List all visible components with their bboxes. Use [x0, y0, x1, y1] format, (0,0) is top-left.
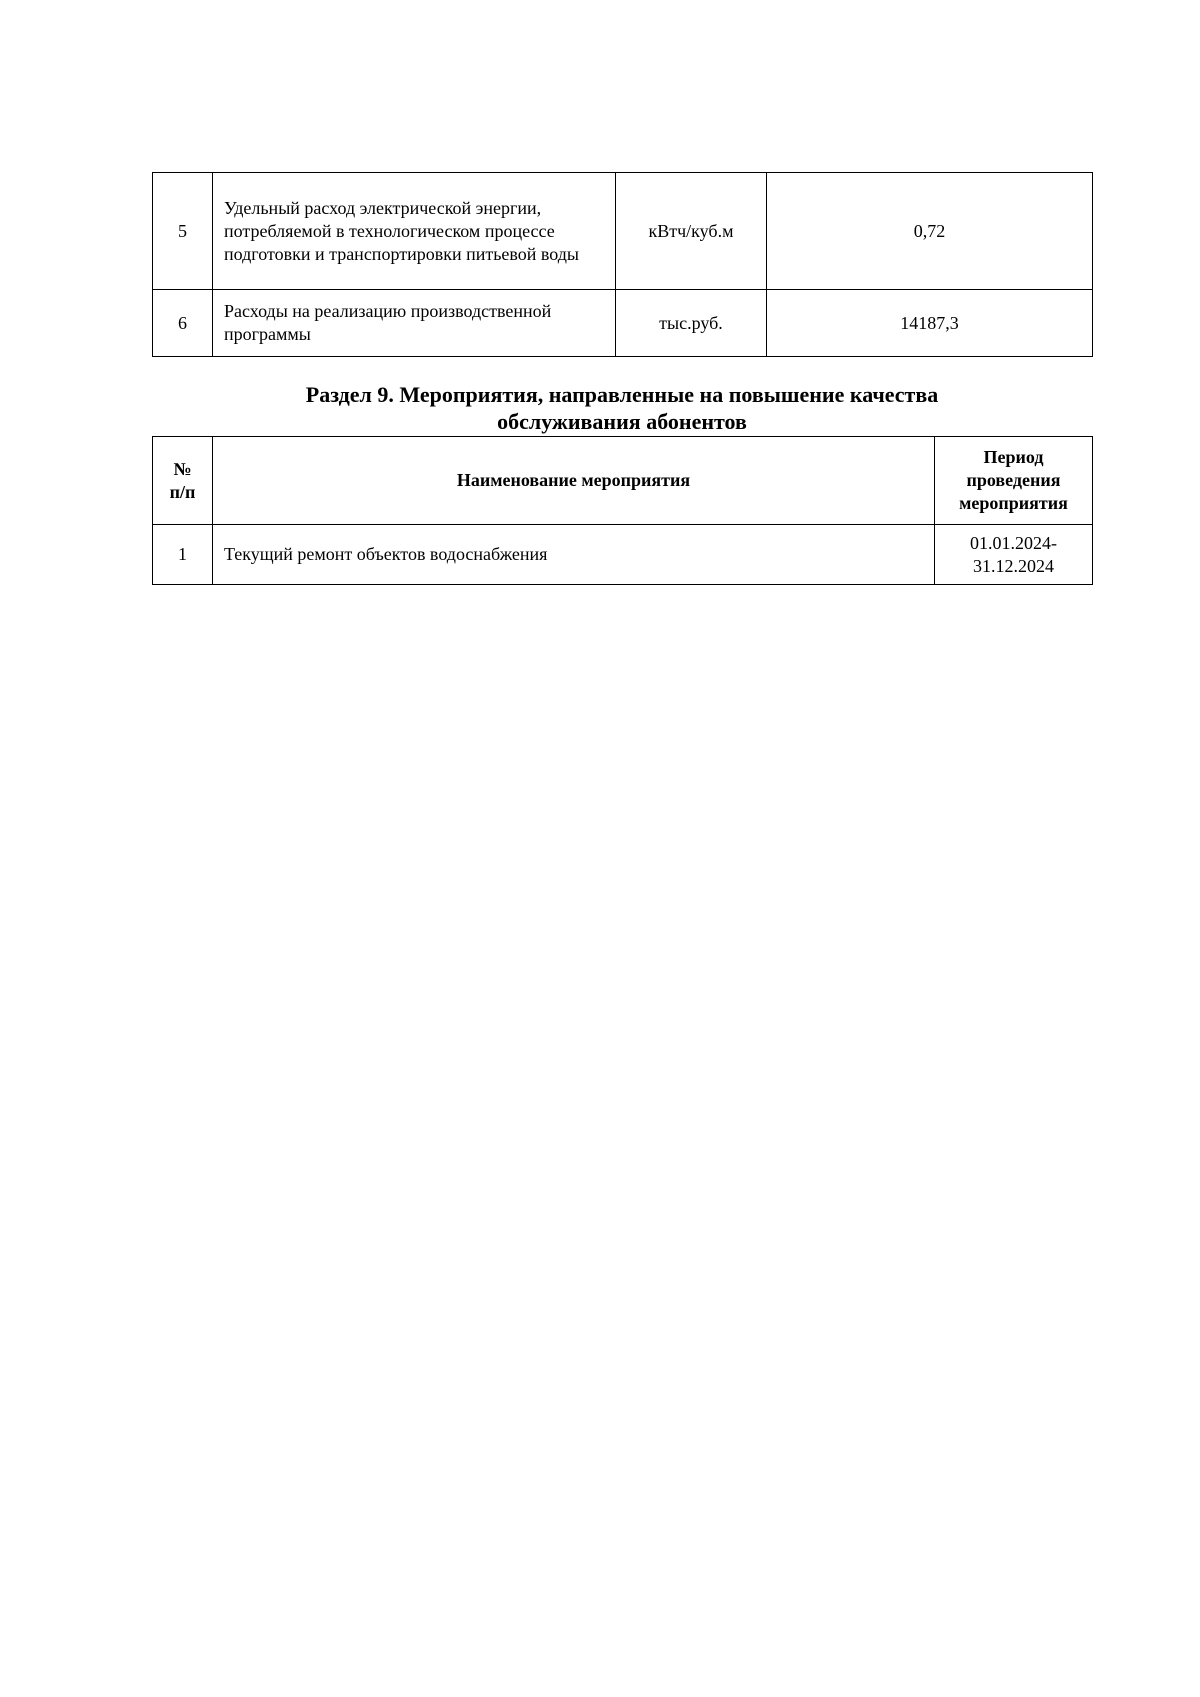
header-period [935, 437, 1093, 525]
header-number-line-2: п/п [169, 481, 196, 502]
event-period-start: 01.01.2024- [970, 532, 1057, 553]
table-row [153, 290, 1093, 357]
event-period [935, 525, 1093, 585]
indicators-table [152, 172, 1093, 357]
header-number-line-1: № [173, 458, 192, 479]
indicator-unit: кВтч/куб.м [616, 173, 767, 290]
events-table [152, 436, 1093, 585]
indicator-unit: тыс.руб. [616, 290, 767, 357]
row-number: 6 [153, 290, 213, 357]
row-number: 5 [153, 173, 213, 290]
header-event-name: Наименование мероприятия [213, 437, 935, 525]
section-9-title-line-2: обслуживания абонентов [497, 409, 747, 434]
section-9-title-line-1: Раздел 9. Мероприятия, направленные на повышение качества [305, 382, 939, 407]
table-header-row [153, 437, 1093, 525]
indicator-name: Расходы на реализацию производственной программы [213, 290, 616, 357]
header-period-line-2: проведения [966, 470, 1061, 490]
header-number [153, 437, 213, 525]
indicator-value: 0,72 [767, 173, 1093, 290]
table-row [153, 525, 1093, 585]
indicator-name: Удельный расход электрической энергии, потребляемой в технологическом процессе подготовки и транспортировки питьевой воды [213, 173, 616, 290]
header-period-line-3: мероприятия [959, 493, 1068, 513]
table-row [153, 173, 1093, 290]
row-number: 1 [153, 525, 213, 585]
event-period-end: 31.12.2024 [973, 555, 1054, 576]
event-name: Текущий ремонт объектов водоснабжения [213, 525, 935, 585]
section-9-title [152, 381, 1092, 435]
indicator-value: 14187,3 [767, 290, 1093, 357]
header-period-line-1: Период [983, 447, 1044, 467]
